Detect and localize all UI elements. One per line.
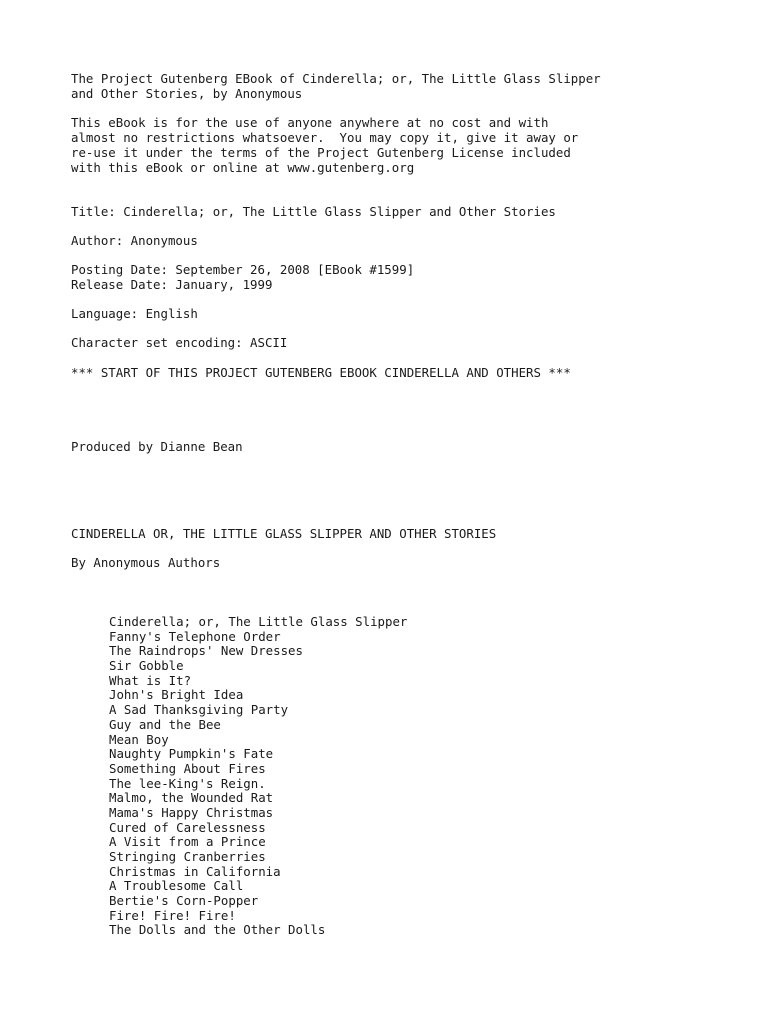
meta-release-date: Release Date: January, 1999	[71, 277, 273, 292]
contents-item: The Raindrops' New Dresses	[109, 643, 303, 659]
producer-credit: Produced by Dianne Bean	[71, 439, 243, 454]
contents-item: Something About Fires	[109, 760, 266, 776]
contents-item: Mama's Happy Christmas	[109, 804, 274, 820]
contents-item: Guy and the Bee	[109, 716, 221, 732]
contents-item: Fanny's Telephone Order	[109, 628, 281, 644]
contents-item: The lee-King's Reign.	[109, 775, 266, 791]
contents-item: Cured of Carelessness	[109, 819, 266, 835]
meta-encoding: Character set encoding: ASCII	[71, 335, 288, 350]
license-line-2: almost no restrictions whatsoever. You may copy it, give it away or	[71, 130, 579, 145]
contents-item: Christmas in California	[109, 863, 281, 879]
contents-item: Naughty Pumpkin's Fate	[109, 746, 274, 762]
contents-item: Malmo, the Wounded Rat	[109, 790, 274, 806]
license-line-1: This eBook is for the use of anyone anywhere at no cost and with	[71, 115, 549, 130]
meta-language: Language: English	[71, 306, 198, 321]
contents-item: What is It?	[109, 672, 192, 688]
contents-item: A Troublesome Call	[109, 878, 244, 894]
header-line-1: The Project Gutenberg EBook of Cinderella; or, The Little Glass Slipper	[71, 71, 601, 86]
contents-item: Sir Gobble	[109, 658, 184, 674]
meta-posting-date: Posting Date: September 26, 2008 [EBook #1599]	[71, 262, 415, 277]
contents-item: A Visit from a Prince	[109, 834, 266, 850]
contents-item: Fire! Fire! Fire!	[109, 907, 236, 923]
contents-item: The Dolls and the Other Dolls	[109, 922, 326, 938]
header-line-2: and Other Stories, by Anonymous	[71, 86, 303, 101]
contents-item: Cinderella; or, The Little Glass Slipper	[109, 614, 408, 629]
license-line-3: re-use it under the terms of the Project Gutenberg License included	[71, 145, 571, 160]
book-byline: By Anonymous Authors	[71, 555, 221, 570]
table-of-contents	[109, 615, 407, 938]
contents-item: A Sad Thanksgiving Party	[109, 702, 289, 718]
start-marker: *** START OF THIS PROJECT GUTENBERG EBOOK CINDERELLA AND OTHERS ***	[71, 365, 571, 380]
book-title: CINDERELLA OR, THE LITTLE GLASS SLIPPER AND OTHER STORIES	[71, 526, 497, 541]
meta-title: Title: Cinderella; or, The Little Glass Slipper and Other Stories	[71, 204, 556, 219]
contents-item: Stringing Cranberries	[109, 849, 266, 864]
license-line-4: with this eBook or online at www.gutenberg.org	[71, 160, 415, 175]
contents-item: John's Bright Idea	[109, 687, 244, 703]
contents-item: Mean Boy	[109, 731, 169, 747]
contents-item: Bertie's Corn-Popper	[109, 893, 259, 909]
meta-author: Author: Anonymous	[71, 233, 198, 248]
